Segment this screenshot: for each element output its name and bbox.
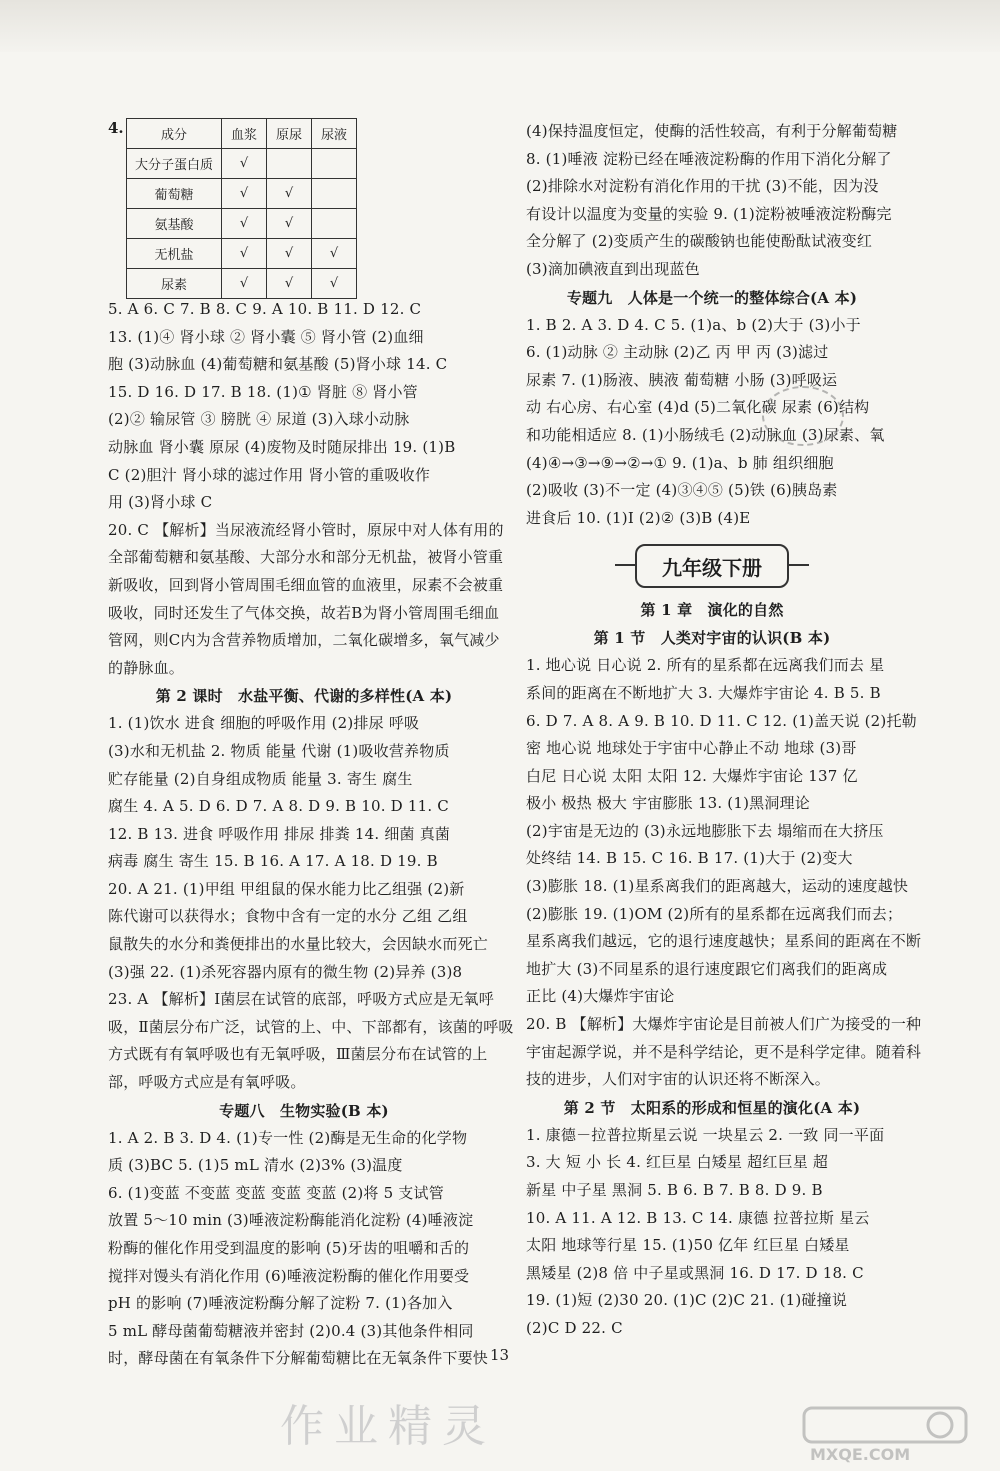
answer-line: 正比 (4)大爆炸宇宙论	[526, 987, 675, 1006]
answer-line: 陈代谢可以获得水；食物中含有一定的水分 乙组 乙组	[108, 907, 468, 926]
answer-line: (3)强 22. (1)杀死容器内原有的微生物 (2)异养 (3)8	[108, 962, 463, 981]
table-header: 尿液	[312, 119, 357, 149]
answer-line: 宇宙起源学说，并不是科学结论，更不是科学定律。随着科	[526, 1042, 922, 1061]
table-cell: 无机盐	[127, 239, 222, 269]
table-header: 原尿	[267, 119, 312, 149]
answer-line: (3)水和无机盐 2. 物质 能量 代谢 (1)吸收营养物质	[108, 741, 450, 760]
chapter-title: 第 1 章 演化的自然	[640, 601, 784, 620]
answer-line: 放置 5～10 min (3)唾液淀粉酶能消化淀粉 (4)唾液淀	[108, 1211, 474, 1230]
answers-block-6	[526, 652, 922, 1094]
answer-line: 新吸收，回到肾小管周围毛细血管的血液里，尿素不会被重	[108, 575, 504, 594]
answer-line: 部，呼吸方式应是有氧呼吸。	[108, 1073, 306, 1092]
answer-line: 处终结 14. B 15. C 16. B 17. (1)大于 (2)变大	[526, 849, 853, 868]
answer-line: 星系离我们越远，它的退行速度越快；星系间的距离在不断	[526, 932, 922, 951]
answer-line: 10. A 11. A 12. B 13. C 14. 康德 拉普拉斯 星云	[526, 1208, 870, 1227]
answer-line: 太阳 地球等行星 15. (1)50 亿年 红巨星 白矮星	[526, 1236, 850, 1255]
table-row	[127, 239, 357, 269]
composition-table-block	[108, 118, 500, 294]
answer-line: 15. D 16. D 17. B 18. (1)① 肾脏 ⑧ 肾小管	[108, 382, 418, 401]
table-row	[127, 179, 357, 209]
table-cell: √	[267, 179, 312, 209]
answer-line: 地扩大 (3)不同星系的退行速度跟它们离我们的距离成	[526, 959, 888, 978]
answer-line: 6. (1)动脉 ② 主动脉 (2)乙 丙 甲 丙 (3)滤过	[526, 343, 829, 362]
table-cell	[312, 179, 357, 209]
watermark-text: 作业精灵	[280, 1401, 496, 1452]
table-cell: √	[267, 269, 312, 299]
table-cell: √	[222, 179, 267, 209]
answer-line: 23. A 【解析】Ⅰ菌层在试管的底部，呼吸方式应是无氧呼	[108, 990, 494, 1009]
watermark-logo-url: MXQE.COM	[810, 1445, 911, 1464]
answer-line: 8. (1)唾液 淀粉已经在唾液淀粉酶的作用下消化分解了	[526, 149, 892, 168]
table-header: 成分	[127, 119, 222, 149]
answer-line: 20. B 【解析】大爆炸宇宙论是目前被人们广为接受的一种	[526, 1015, 922, 1034]
answer-line: (2)膨胀 19. (1)OM (2)所有的星系都在远离我们而去；	[526, 904, 903, 923]
table-cell: √	[267, 239, 312, 269]
table-cell: √	[222, 149, 267, 179]
stamp-watermark	[762, 386, 844, 446]
answer-line: 20. C 【解析】当尿液流经肾小管时，原尿中对人体有用的	[108, 520, 504, 539]
section-heading: 专题八 生物实验(B 本)	[219, 1101, 389, 1120]
section-heading: 第 2 课时 水盐平衡、代谢的多样性(A 本)	[155, 687, 453, 706]
answer-line: 系间的距离在不断地扩大 3. 大爆炸宇宙论 4. B 5. B	[526, 683, 881, 702]
answer-line: (2)② 输尿管 ③ 膀胱 ④ 尿道 (3)入球小动脉	[108, 410, 410, 429]
answer-line: 用 (3)肾小球 C	[108, 493, 213, 512]
answer-line: (2)吸收 (3)不一定 (4)③④⑤ (5)铁 (6)胰岛素	[526, 481, 838, 500]
answer-line: 全分解了 (2)变质产生的碳酸钠也能使酚酞试液变红	[526, 232, 873, 251]
answer-line: 白尼 日心说 太阳 太阳 12. 大爆炸宇宙论 137 亿	[526, 766, 858, 785]
answer-line: 5 mL 酵母菌葡萄糖液并密封 (2)0.4 (3)其他条件相同	[108, 1321, 474, 1340]
scan-top-edge	[0, 0, 1000, 52]
composition-table	[126, 118, 357, 299]
answer-line: 吸收，同时还发生了气体交换，故若B为肾小管周围毛细血	[108, 603, 500, 622]
table-cell	[312, 209, 357, 239]
answers-block-7	[526, 1122, 898, 1343]
table-header: 血浆	[222, 119, 267, 149]
table-cell: √	[222, 209, 267, 239]
answer-line: pH 的影响 (7)唾液淀粉酶分解了淀粉 7. (1)各加入	[108, 1294, 453, 1313]
grade-banner-label: 九年级下册	[662, 555, 762, 580]
answer-line: 腐生 4. A 5. D 6. D 7. A 8. D 9. B 10. D 11. C	[108, 797, 449, 816]
answer-line: 方式既有有氧呼吸也有无氧呼吸，Ⅲ菌层分布在试管的上	[108, 1045, 488, 1064]
section-heading: 第 1 节 人类对宇宙的认识(B 本)	[593, 629, 831, 648]
answer-line: 病毒 腐生 寄生 15. B 16. A 17. A 18. D 19. B	[108, 852, 438, 871]
answer-line: 质 (3)BC 5. (1)5 mL 清水 (2)3% (3)温度	[108, 1156, 403, 1175]
grade-banner	[635, 544, 789, 588]
right-column	[526, 118, 922, 1343]
answer-line: 管网，则C内为含营养物质增加，二氧化碳增多，氧气减少	[108, 631, 500, 650]
answer-line: 的静脉血。	[108, 658, 185, 677]
answer-line: 1. 康德－拉普拉斯星云说 一块星云 2. 一致 同一平面	[526, 1125, 885, 1144]
table-cell	[312, 149, 357, 179]
answer-line: 进食后 10. (1)Ⅰ (2)② (3)B (4)E	[526, 508, 751, 527]
table-cell: 大分子蛋白质	[127, 149, 222, 179]
answer-line: 搅拌对馒头有消化作用 (6)唾液淀粉酶的催化作用要受	[108, 1266, 470, 1285]
answer-line: 5. A 6. C 7. B 8. C 9. A 10. B 11. D 12. C	[108, 300, 422, 318]
table-cell: √	[312, 269, 357, 299]
question-number: 4.	[108, 119, 124, 137]
table-cell: 尿素	[127, 269, 222, 299]
answer-line: (4)④→③→⑨→②→① 9. (1)a、b 肺 组织细胞	[526, 453, 834, 472]
answer-line: 和功能相适应 8. (1)小肠绒毛 (2)动脉血 (3)尿素、氧	[526, 425, 885, 444]
answer-line: 1. (1)饮水 进食 细胞的呼吸作用 (2)排尿 呼吸	[108, 714, 420, 733]
answer-line: (3)膨胀 18. (1)星系离我们的距离越大，运动的速度越快	[526, 877, 909, 896]
section-heading: 第 2 节 太阳系的形成和恒星的演化(A 本)	[563, 1098, 861, 1117]
answers-block-2	[108, 710, 514, 1096]
answer-line: 时，酵母菌在有氧条件下分解葡萄糖比在无氧条件下要快	[108, 1349, 489, 1368]
answer-line: 6. D 7. A 8. A 9. B 10. D 11. C 12. (1)盖天说 (2)托勒	[526, 711, 917, 730]
answer-line: 鼠散失的水分和粪便排出的水量比较大，会因缺水而死亡	[108, 935, 489, 954]
answer-line: 密 地心说 地球处于宇宙中心静止不动 地球 (3)哥	[526, 739, 857, 758]
table-row	[127, 209, 357, 239]
table-cell	[267, 149, 312, 179]
table-header-row	[127, 119, 357, 149]
answers-block-1	[108, 296, 504, 682]
answer-line: (3)滴加碘液直到出现蓝色	[526, 259, 700, 278]
table-row	[127, 149, 357, 179]
section-heading: 专题九 人体是一个统一的整体综合(A 本)	[566, 288, 858, 307]
answers-block-3	[108, 1125, 500, 1373]
page-number: 13	[490, 1346, 510, 1364]
answer-line: 动 右心房、右心室 (4)d (5)二氧化碳 尿素 (6)结构	[526, 398, 870, 417]
watermark-logo	[800, 1404, 970, 1464]
table-cell: √	[222, 269, 267, 299]
answer-line: 20. A 21. (1)甲组 甲组鼠的保水能力比乙组强 (2)新	[108, 879, 465, 898]
answer-line: (2)C D 22. C	[526, 1318, 623, 1337]
answer-line: 全部葡萄糖和氨基酸、大部分水和部分无机盐，被肾小管重	[108, 548, 504, 567]
answer-line: 3. 大 短 小 长 4. 红巨星 白矮星 超红巨星 超	[526, 1153, 829, 1172]
answer-line: 胞 (3)动脉血 (4)葡萄糖和氨基酸 (5)肾小球 14. C	[108, 355, 448, 374]
left-column	[108, 118, 514, 1373]
table-cell: 葡萄糖	[127, 179, 222, 209]
table-cell: 氨基酸	[127, 209, 222, 239]
answer-line: 贮存能量 (2)自身组成物质 能量 3. 寄生 腐生	[108, 769, 413, 788]
answer-line: 吸，Ⅱ菌层分布广泛，试管的上、中、下部都有，该菌的呼吸	[108, 1017, 514, 1036]
answer-line: 极小 极热 极大 宇宙膨胀 13. (1)黑洞理论	[526, 794, 810, 813]
answer-line: 13. (1)④ 肾小球 ② 肾小囊 ⑤ 肾小管 (2)血细	[108, 327, 424, 346]
answer-line: (4)保持温度恒定，使酶的活性较高，有利于分解葡萄糖	[526, 122, 898, 140]
answer-line: 1. B 2. A 3. D 4. C 5. (1)a、b (2)大于 (3)小于	[526, 315, 861, 334]
answer-line: 尿素 7. (1)肠液、胰液 葡萄糖 小肠 (3)呼吸运	[526, 370, 838, 389]
answer-line: 1. A 2. B 3. D 4. (1)专一性 (2)酶是无生命的化学物	[108, 1128, 468, 1147]
answer-line: 19. (1)短 (2)30 20. (1)C (2)C 21. (1)碰撞说	[526, 1291, 848, 1310]
answers-block-4	[526, 118, 898, 284]
answer-line: (2)宇宙是无边的 (3)永远地膨胀下去 塌缩而在大挤压	[526, 821, 884, 840]
table-cell: √	[222, 239, 267, 269]
table-cell: √	[267, 209, 312, 239]
answer-line: 有设计以温度为变量的实验 9. (1)淀粉被唾液淀粉酶完	[526, 204, 892, 223]
table-cell: √	[312, 239, 357, 269]
answer-line: 黑矮星 (2)8 倍 中子星或黑洞 16. D 17. D 18. C	[526, 1263, 864, 1282]
answer-line: 1. 地心说 日心说 2. 所有的星系都在远离我们而去 星	[526, 656, 885, 675]
answer-line: 新星 中子星 黑洞 5. B 6. B 7. B 8. D 9. B	[526, 1181, 823, 1199]
answer-line: (2)排除水对淀粉有消化作用的干扰 (3)不能，因为没	[526, 177, 879, 196]
answer-line: 12. B 13. 进食 呼吸作用 排尿 排粪 14. 细菌 真菌	[108, 824, 451, 843]
answer-line: 技的进步，人们对宇宙的认识还将不断深入。	[526, 1070, 831, 1089]
answer-line: 动脉血 肾小囊 原尿 (4)废物及时随尿排出 19. (1)B	[108, 437, 456, 456]
answer-line: C (2)胆汁 肾小球的滤过作用 肾小管的重吸收作	[108, 465, 431, 484]
table-row	[127, 269, 357, 299]
answer-line: 粉酶的催化作用受到温度的影响 (5)牙齿的咀嚼和舌的	[108, 1239, 470, 1257]
answer-line: 6. (1)变蓝 不变蓝 变蓝 变蓝 变蓝 (2)将 5 支试管	[108, 1183, 444, 1202]
